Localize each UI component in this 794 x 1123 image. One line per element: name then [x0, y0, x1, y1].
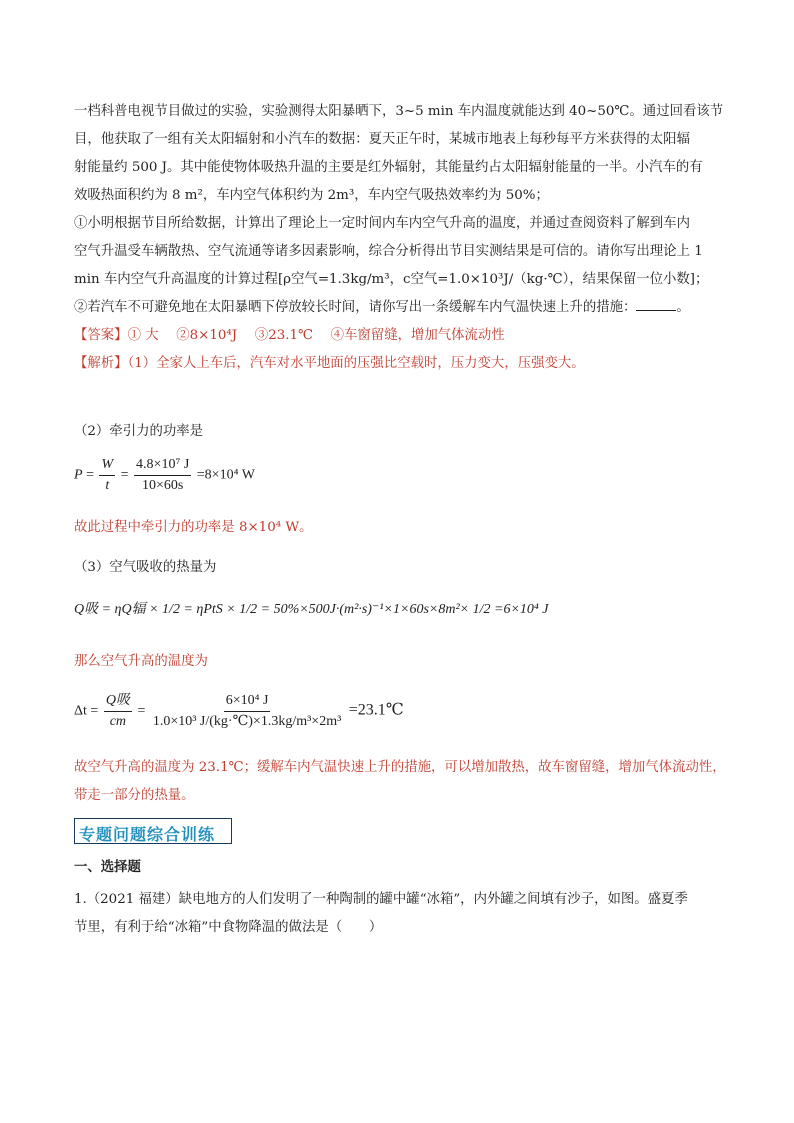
equals-sign: =	[86, 467, 94, 483]
answer-blank	[636, 298, 676, 311]
fraction-denominator: 10×60s	[141, 478, 184, 493]
answer-text: ① 大 ②8×10⁴J ③23.1℃ ④车窗留缝，增加气体流动性	[127, 328, 505, 343]
section-title: 专题问题综合训练	[79, 825, 216, 844]
fraction	[134, 456, 191, 495]
fraction-numerator: W	[99, 456, 115, 476]
fraction-denominator: cm	[109, 714, 127, 729]
fraction	[99, 456, 115, 495]
text-line: 射能量约 500 J。其中能使物体吸热升温的主要是红外辐射，其能量约占太阳辐射能量的一半。小汽车的有	[74, 160, 703, 175]
equals-sign: =	[137, 703, 146, 719]
text-line: 效吸热面积约为 8 m²，车内空气体积约为 2m³，车内空气吸热效率约为 50%；	[74, 188, 549, 203]
answer-line	[74, 326, 505, 346]
answer-label: 【答案】	[74, 328, 128, 343]
formula-symbol: P	[74, 467, 83, 483]
fraction-denominator: 1.0×10³ J/(kg·℃)×1.3kg/m³×2m³	[152, 714, 342, 729]
fraction-numerator: 6×10⁴ J	[224, 692, 271, 712]
part-3-temp-intro: 那么空气升高的温度为	[74, 654, 208, 669]
formula-result: =23.1℃	[348, 701, 404, 719]
fraction-denominator: t	[105, 478, 110, 493]
fraction	[104, 692, 132, 731]
part-3-intro: （3）空气吸收的热量为	[74, 560, 217, 575]
question-line: 1.（2021 福建）缺电地方的人们发明了一种陶制的罐中罐“冰箱”，内外罐之间填有沙子，如图。盛夏季	[74, 892, 688, 907]
fraction	[151, 692, 343, 731]
text-line: min 车内空气升高温度的计算过程[ρ空气=1.3kg/m³，c空气=1.0×10³J/（kg·℃），结果保留一位小数]；	[74, 272, 709, 287]
analysis-label: 【解析】	[74, 356, 128, 371]
question-2-line	[74, 298, 690, 318]
final-line: 故空气升高的温度为 23.1℃；缓解车内气温快速上升的措施，可以增加散热，故车窗留缝，增加气体流动性，	[74, 760, 726, 775]
text-line: 一档科普电视节目做过的实验，实验测得太阳暴晒下，3~5 min 车内温度就能达到 40~50℃。通过回看该节	[74, 104, 724, 119]
part-2-conclusion: 故此过程中牵引力的功率是 8×10⁴ W。	[74, 520, 313, 535]
formula-result: =8×10⁴ W	[196, 467, 255, 483]
text-line: ①小明根据节目所给数据，计算出了理论上一定时间内车内空气升高的温度，并通过查阅资料了解到车内	[74, 216, 690, 231]
question-line: 节里，有利于给“冰箱”中食物降温的做法是（ ）	[74, 920, 383, 935]
section-title-box	[74, 818, 232, 844]
temperature-formula	[74, 692, 404, 731]
final-line: 带走一部分的热量。	[74, 788, 195, 803]
text-line: 目，他获取了一组有关太阳辐射和小汽车的数据：夏天正午时，某城市地表上每秒每平方米获得的太阳辐	[74, 132, 690, 147]
heat-formula: Q吸 = ηQ辐 × 1/2 = ηPtS × 1/2 = 50%×500J·(m²·s)⁻¹×1×60s×8m²× 1/2 =6×10⁴ J	[74, 602, 549, 617]
text-span: ②若汽车不可避免地在太阳暴晒下停放较长时间，请你写出一条缓解车内气温快速上升的措施：	[74, 300, 637, 315]
formula-symbol: Δt	[74, 703, 87, 719]
fraction-numerator: Q吸	[104, 692, 132, 712]
part-2-intro: （2）牵引力的功率是	[74, 424, 204, 439]
analysis-line	[74, 354, 585, 374]
sub-heading: 一、选择题	[74, 860, 141, 875]
text-line: 空气升温受车辆散热、空气流通等诸多因素影响，综合分析得出节目实测结果是可信的。请你写出理论上 1	[74, 244, 703, 259]
equals-sign: =	[120, 467, 129, 483]
equals-sign: =	[90, 703, 99, 719]
text-span: 。	[676, 300, 690, 315]
fraction-numerator: 4.8×10⁷ J	[134, 456, 191, 476]
analysis-text: （1）全家人上车后，汽车对水平地面的压强比空载时，压力变大，压强变大。	[127, 356, 585, 371]
power-formula	[74, 456, 255, 495]
